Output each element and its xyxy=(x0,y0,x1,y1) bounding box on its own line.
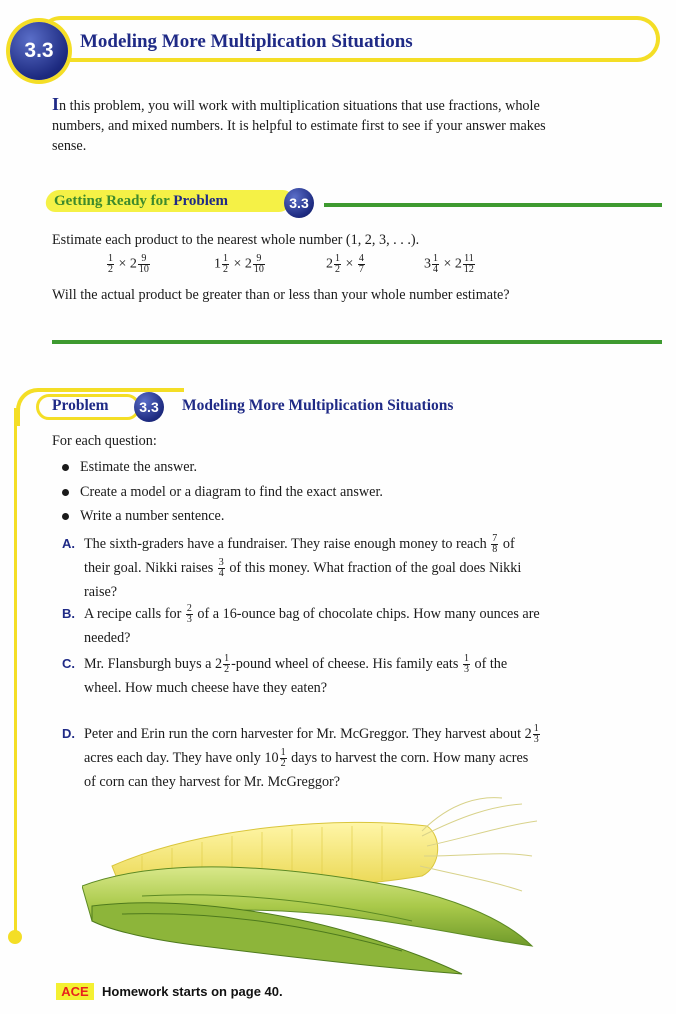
getting-ready-label: Getting Ready for xyxy=(54,193,174,209)
question-letter: B. xyxy=(62,606,75,621)
problem-rule-end-dot xyxy=(8,930,22,944)
expression-1: $\frac{1}{2}$ × 2 $\frac{9}{10}$ xyxy=(108,253,149,275)
corn-illustration xyxy=(82,796,542,976)
bullet-item: Write a number sentence. xyxy=(62,508,224,525)
page-title: Modeling More Multiplication Situations xyxy=(80,31,413,52)
homework-note: Homework starts on page 40. xyxy=(102,984,283,999)
question-a: A. The sixth-graders have a fundraiser. They raise enough money to reach $\frac{7}{8}$ of their goal. Nikki raises $\frac{3}{4}$ of this money. What fraction of the goal does Nikki raise? xyxy=(62,533,522,600)
problem-label: Problem xyxy=(52,397,109,414)
intro-paragraph xyxy=(52,94,562,156)
bullet-item: Estimate the answer. xyxy=(62,459,197,476)
getting-ready-rule-top xyxy=(324,203,662,207)
question-c: C. Mr. Flansburgh buys a 2 $\frac{1}{2}$ -pound wheel of cheese. His family eats $\frac{1}{3}$ of the wheel. How much cheese have they eaten? xyxy=(62,653,508,696)
problem-title: Modeling More Multiplication Situations xyxy=(182,397,454,414)
question-b: B. A recipe calls for $\frac{2}{3}$ of a 16-ounce bag of chocolate chips. How many ounces are needed? xyxy=(62,603,540,646)
expression-2: 1 $\frac{1}{2}$ × 2 $\frac{9}{10}$ xyxy=(214,253,264,275)
problem-lead: For each question: xyxy=(52,433,157,449)
getting-ready-problem-label: Problem xyxy=(173,193,229,209)
intro-dropcap: I xyxy=(52,94,60,114)
getting-ready-instruction: Estimate each product to the nearest whole number (1, 2, 3, . . .). xyxy=(52,232,420,248)
expression-4: 3 $\frac{1}{4}$ × 2 $\frac{11}{12}$ xyxy=(424,253,474,275)
bullet-dot-icon xyxy=(62,513,69,520)
bullet-dot-icon xyxy=(62,464,69,471)
getting-ready-heading xyxy=(54,193,228,210)
intro-text: n this problem, you will work with multiplication situations that use fractions, whole numbers, and mixed numbers. It is helpful to estimate first to see if your answer makes sense. xyxy=(52,98,546,154)
problem-badge: 3.3 xyxy=(134,392,164,422)
ace-badge: ACE xyxy=(56,983,94,1000)
expression-3: 2 $\frac{1}{2}$ × $\frac{4}{7}$ xyxy=(326,253,364,275)
question-d: D. Peter and Erin run the corn harvester for Mr. McGreggor. They harvest about 2 $\frac{1}{3}$ acres each day. They have only 10 $\frac{1}{2}$ days to harvest the corn. How many acres of corn can they harvest for Mr. McGreggor? xyxy=(62,723,539,790)
getting-ready-question: Will the actual product be greater than or less than your whole number estimate? xyxy=(52,287,510,303)
question-letter: D. xyxy=(62,726,75,741)
bullet-dot-icon xyxy=(62,489,69,496)
bullet-item: Create a model or a diagram to find the exact answer. xyxy=(62,484,383,501)
question-letter: A. xyxy=(62,536,75,551)
getting-ready-rule-bottom xyxy=(52,340,662,344)
question-letter: C. xyxy=(62,656,75,671)
getting-ready-badge: 3.3 xyxy=(284,188,314,218)
lesson-number-badge: 3.3 xyxy=(10,22,68,80)
problem-side-rule xyxy=(14,408,17,938)
